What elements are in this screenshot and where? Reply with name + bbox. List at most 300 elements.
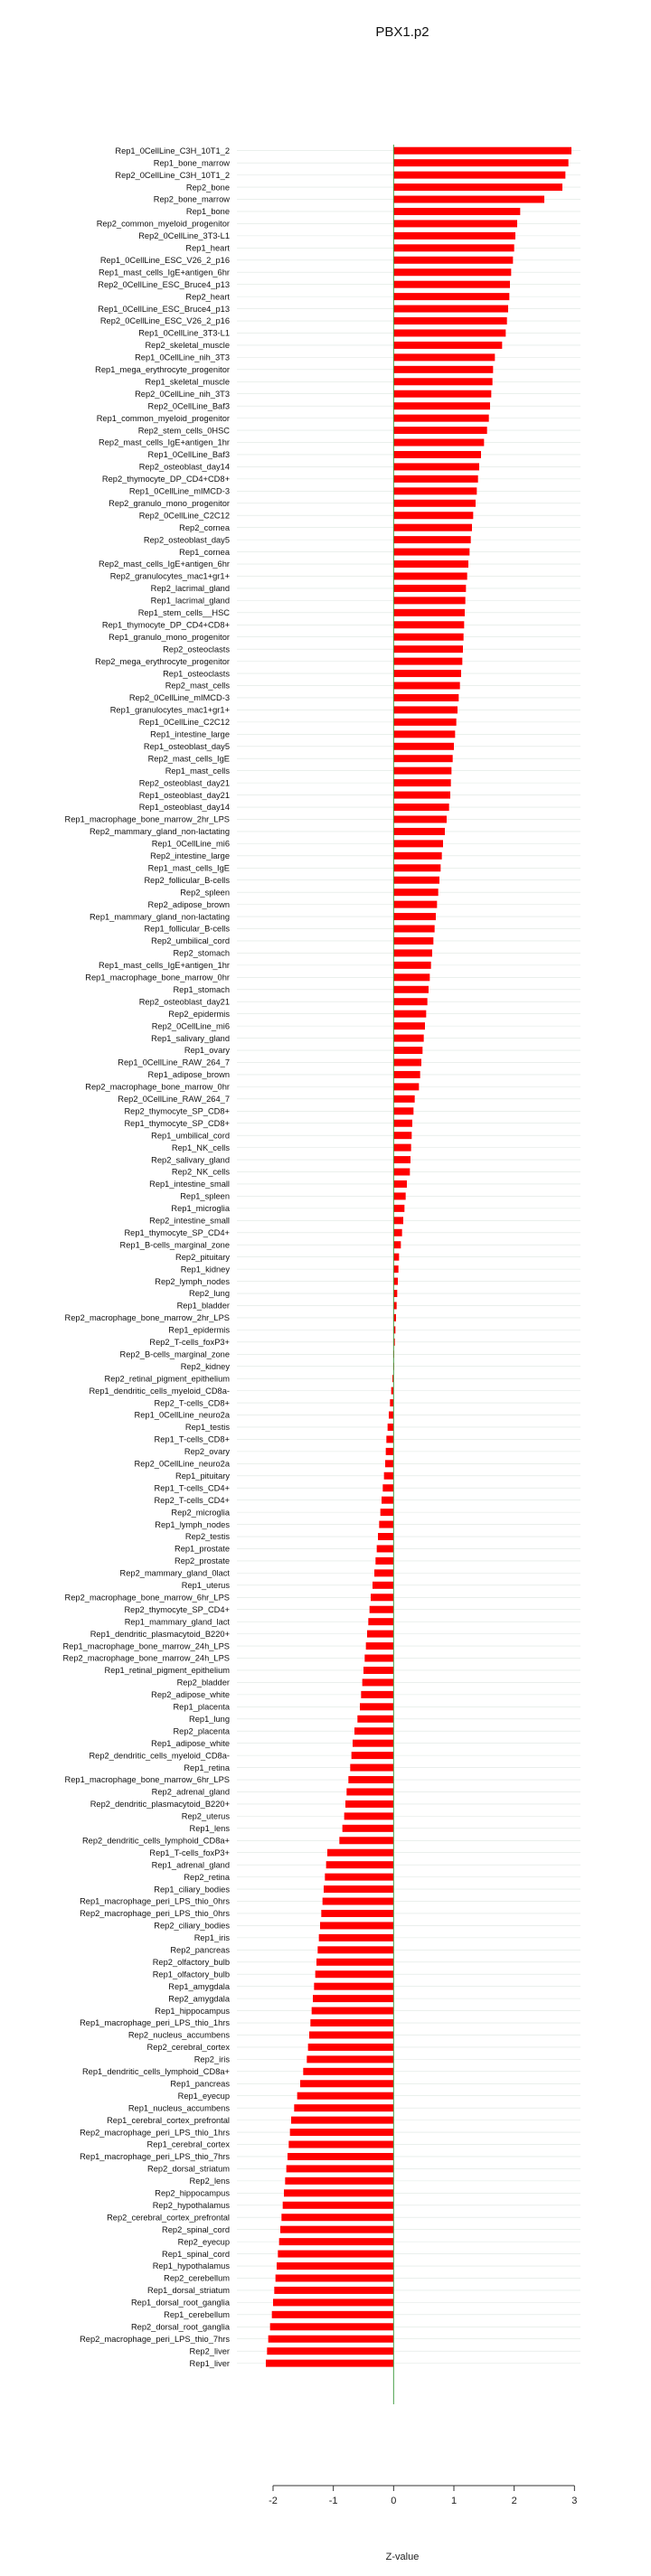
category-label: Rep1_macrophage_bone_marrow_6hr_LPS [64,1775,230,1785]
bar [288,2153,393,2160]
bar [360,1703,393,1710]
category-label: Rep2_lymph_nodes [155,1276,230,1286]
category-label: Rep2_NK_cells [171,1167,230,1177]
bar [393,183,562,191]
x-tick-label: 1 [450,2496,458,2506]
category-label: Rep1_dorsal_root_ganglia [130,2298,230,2308]
category-label: Rep2_adrenal_gland [151,1787,230,1797]
bar [393,306,508,313]
category-label: Rep2_spinal_cord [162,2224,230,2234]
category-label: Rep1_eyecup [177,2091,230,2101]
bar [393,1278,398,1285]
category-label: Rep2_osteoclasts [163,644,230,654]
bar [393,172,565,179]
bar [325,1874,393,1881]
bar [285,2177,393,2185]
bar [393,439,484,447]
bar [274,2287,393,2294]
bar [371,1594,393,1601]
category-label: Rep1_adrenal_gland [151,1860,230,1870]
category-label: Rep2_cornea [179,522,230,532]
bar [393,998,427,1005]
category-label: Rep2_B-cells_marginal_zone [119,1349,230,1359]
bar [307,2055,393,2063]
category-label: Rep2_0CellLine_C2C12 [138,511,230,521]
x-tick-label: 2 [511,2496,517,2506]
category-label: Rep1_macrophage_bone_marrow_24h_LPS [62,1641,230,1651]
bar [393,232,515,240]
category-label: Rep2_dendritic_cells_lymphoid_CD8a+ [81,1836,230,1846]
bar [382,1484,393,1491]
bar [393,1241,401,1248]
bar [317,1946,393,1953]
category-label: Rep2_nucleus_accumbens [127,2030,230,2040]
category-label: Rep1_osteoclasts [163,669,230,679]
bar [346,1788,393,1795]
bar [393,463,479,470]
bar [393,1120,412,1127]
category-label: Rep2_0CellLine_Baf3 [147,401,230,411]
category-label: Rep1_NK_cells [171,1142,230,1152]
x-tick-label: -1 [328,2496,338,2506]
bar [323,1898,394,1905]
bar [284,2189,393,2196]
category-label: Rep2_cerebellum [164,2273,230,2283]
bar [344,1812,394,1819]
category-label: Rep2_mammary_gland_non-lactating [89,827,230,837]
category-label: Rep2_0CellLine_mIMCD-3 [128,693,230,703]
x-tick-label: 0 [391,2496,397,2506]
category-label: Rep1_hypothalamus [152,2261,230,2271]
bar [297,2092,394,2100]
bar [393,415,488,422]
category-label: Rep1_0CellLine_ESC_Bruce4_p13 [98,304,230,314]
category-label: Rep1_osteoblast_day5 [143,741,230,751]
category-label: Rep2_dorsal_striatum [147,2164,230,2174]
category-label: Rep2_salivary_gland [151,1155,230,1165]
category-label: Rep1_kidney [180,1264,230,1274]
bar [386,1448,394,1455]
category-label: Rep1_osteoblast_day14 [138,803,230,813]
bar [381,1509,394,1516]
bar [393,1192,405,1199]
category-label: Rep2_osteoblast_day21 [138,997,230,1007]
bar [393,159,568,166]
category-label: Rep2_follicular_B-cells [144,875,230,885]
bar [287,2165,394,2172]
bar [343,1825,394,1832]
category-label: Rep1_macrophage_peri_LPS_thio_1hrs [80,2018,230,2028]
bar [393,353,495,361]
category-label: Rep2_thymocyte_SP_CD4+ [124,1604,230,1614]
bar [313,1995,393,2002]
bar [393,779,450,786]
bar [393,196,544,203]
category-label: Rep2_stem_cells_0HSC [137,426,230,436]
category-label: Rep2_pituitary [175,1252,230,1262]
category-label: Rep2_common_myeloid_progenitor [96,219,230,229]
category-label: Rep1_dendritic_plasmacytoid_B220+ [90,1629,230,1639]
bar [320,1922,393,1929]
category-label: Rep1_salivary_gland [151,1033,230,1043]
bar [267,2347,393,2355]
bar [288,2141,393,2148]
bar [363,1667,393,1674]
bar [393,268,511,276]
bar [393,378,492,385]
bar [291,2117,393,2124]
bar [303,2068,393,2075]
bar [393,877,439,884]
bar [279,2238,394,2245]
bar [393,1047,422,1054]
category-label: Rep1_retinal_pigment_epithelium [104,1666,230,1676]
category-label: Rep2_dorsal_root_ganglia [130,2322,230,2332]
bar [393,281,510,288]
bar [393,585,466,592]
bar [393,986,429,993]
bar [280,2226,393,2233]
bar [281,2214,393,2221]
bar [373,1582,393,1589]
bar [393,743,454,750]
category-label: Rep1_dendritic_cells_myeloid_CD8a- [89,1386,230,1396]
category-label: Rep2_prostate [175,1556,230,1566]
category-label: Rep1_bone_marrow [153,158,230,168]
category-label: Rep1_dorsal_striatum [147,2286,230,2296]
bar [393,1107,413,1114]
category-label: Rep1_skeletal_muscle [145,377,230,387]
category-label: Rep1_granulo_mono_progenitor [108,632,230,642]
bar [393,293,509,300]
category-label: Rep2_0CellLine_nih_3T3 [135,389,230,399]
bar [393,609,465,616]
category-label: Rep1_retina [184,1763,230,1772]
category-label: Rep1_thymocyte_DP_CD4+CD8+ [101,620,230,630]
category-label: Rep1_follicular_B-cells [144,924,230,934]
bar [393,804,448,811]
category-label: Rep2_macrophage_bone_marrow_2hr_LPS [64,1313,230,1323]
bar [361,1691,393,1698]
category-label: Rep1_osteoblast_day21 [138,790,230,800]
bar [273,2299,393,2306]
gridlines [237,151,580,2364]
category-label: Rep2_hypothalamus [152,2200,230,2210]
category-label: Rep1_ovary [184,1046,230,1056]
category-label: Rep1_pancreas [170,2079,230,2089]
bar [393,597,465,604]
bar [393,913,436,920]
category-label: Rep1_T-cells_foxP3+ [149,1847,230,1857]
category-label: Rep1_0CellLine_C3H_10T1_2 [115,146,230,155]
bar [393,147,571,155]
bar [393,1058,421,1066]
category-label: Rep2_epidermis [168,1009,230,1019]
category-label: Rep2_eyecup [177,2237,230,2247]
category-label: Rep1_liver [189,2358,230,2368]
bar [393,487,476,494]
bar [277,2262,393,2270]
bar [276,2274,394,2281]
category-label: Rep2_lacrimal_gland [150,584,230,594]
bar [339,1837,393,1844]
category-label: Rep2_cerebral_cortex [146,2043,230,2053]
category-label: Rep2_T-cells_CD4+ [154,1495,230,1505]
bar [269,2336,394,2343]
category-label: Rep1_mega_erythrocyte_progenitor [95,365,230,375]
category-label: Rep2_pancreas [170,1945,230,1955]
category-label: Rep1_cerebellum [164,2310,230,2320]
bar [290,2129,394,2136]
category-label: Rep1_epidermis [168,1325,230,1335]
category-label: Rep1_iris [193,1933,230,1943]
category-label: Rep2_intestine_large [150,851,230,861]
bar [393,572,467,579]
category-label: Rep1_macrophage_peri_LPS_thio_7hrs [80,2152,230,2162]
category-label: Rep1_heart [185,243,230,253]
x-axis-title: Z-value [385,2552,420,2562]
category-label: Rep2_mega_erythrocyte_progenitor [95,656,230,666]
bar [393,402,490,409]
bar [393,536,470,543]
bar [393,390,491,398]
bar [309,2031,393,2038]
category-label: Rep1_adipose_brown [147,1070,230,1080]
bar [393,560,468,568]
category-label: Rep2_stomach [173,948,230,958]
category-label: Rep2_osteoblast_day21 [138,778,230,788]
bar [393,901,437,908]
bar [393,317,506,324]
category-label: Rep1_macrophage_bone_marrow_2hr_LPS [64,814,230,824]
bar [393,524,472,531]
bar [324,1885,393,1893]
category-label: Rep2_dendritic_cells_myeloid_CD8a- [89,1751,230,1761]
category-label: Rep1_thymocyte_SP_CD8+ [124,1118,230,1128]
bar [357,1716,393,1723]
bar [393,500,476,507]
bar [382,1497,393,1504]
category-label: Rep1_lung [189,1714,230,1724]
category-label: Rep2_bone_marrow [153,194,230,204]
category-label: Rep1_0CellLine_mIMCD-3 [128,486,230,496]
x-tick-label: -2 [269,2496,278,2506]
bar [393,755,452,762]
category-label: Rep2_lens [189,2176,230,2186]
category-label: Rep1_mast_cells_IgE+antigen_1hr [99,961,230,971]
category-label: Rep2_macrophage_bone_marrow_24h_LPS [62,1653,230,1663]
bar [393,475,477,483]
category-label: Rep2_0CellLine_ESC_V26_2_p16 [99,316,230,326]
bar [393,694,458,701]
bar [308,2044,394,2051]
category-label: Rep1_intestine_large [150,729,230,739]
bar [319,1934,394,1941]
bar [393,329,505,336]
bar [378,1533,393,1540]
category-label: Rep2_mast_cells_IgE [147,754,230,764]
category-label: Rep1_0CellLine_mi6 [151,839,230,849]
category-label: Rep1_granulocytes_mac1+gr1+ [109,705,230,715]
bar [366,1642,394,1650]
bar [321,1910,393,1917]
category-label: Rep1_stomach [173,984,230,994]
bar [374,1569,393,1576]
category-label: Rep1_mammary_gland_non-lactating [89,912,230,922]
bar [377,1545,394,1552]
category-labels [62,146,230,2368]
category-label: Rep2_0CellLine_3T3-L1 [138,231,230,241]
bar [390,1399,393,1406]
bar [327,1849,393,1857]
category-label: Rep1_spleen [180,1191,230,1201]
bar [393,962,430,969]
bar [363,1678,394,1686]
category-label: Rep1_spinal_cord [162,2249,230,2259]
bar [353,1740,393,1747]
bar [393,1132,411,1139]
category-label: Rep1_uterus [181,1581,230,1591]
category-label: Rep1_T-cells_CD4+ [154,1483,230,1493]
bar [393,1180,407,1188]
category-label: Rep1_olfactory_bulb [152,1970,230,1979]
bar [393,1229,401,1236]
category-label: Rep2_0CellLine_mi6 [151,1021,230,1031]
bar [393,888,438,896]
category-label: Rep1_cerebral_cortex_prefrontal [107,2115,230,2125]
category-label: Rep1_B-cells_marginal_zone [119,1240,230,1250]
bar [393,937,433,945]
category-label: Rep2_liver [189,2346,230,2356]
category-label: Rep1_0CellLine_3T3-L1 [138,328,230,338]
bar [367,1631,393,1638]
category-label: Rep2_granulocytes_mac1+gr1+ [109,571,230,581]
bar [393,549,469,556]
category-label: Rep1_mast_cells [165,766,230,776]
bar [393,1156,410,1163]
category-label: Rep2_macrophage_bone_marrow_6hr_LPS [64,1593,230,1603]
category-label: Rep2_dendritic_plasmacytoid_B220+ [90,1800,230,1810]
category-label: Rep2_retinal_pigment_epithelium [104,1374,230,1384]
bar [393,1035,423,1042]
category-label: Rep2_adipose_brown [147,899,230,909]
category-label: Rep2_kidney [180,1361,230,1371]
category-label: Rep2_ovary [184,1447,230,1457]
category-label: Rep1_bone [185,207,230,217]
category-label: Rep1_amygdala [168,1981,230,1991]
category-label: Rep1_mammary_gland_lact [124,1617,230,1627]
bar [348,1776,393,1783]
bar [393,1169,410,1176]
category-label: Rep2_mast_cells_IgE+antigen_6hr [99,559,230,569]
category-label: Rep1_testis [184,1423,230,1433]
bar [368,1618,393,1625]
category-label: Rep1_0CellLine_nih_3T3 [135,353,230,362]
bar [283,2202,394,2209]
category-label: Rep2_hippocampus [155,2188,230,2198]
category-label: Rep1_thymocyte_SP_CD4+ [124,1227,230,1237]
category-label: Rep1_prostate [175,1544,230,1554]
bar [393,1095,414,1103]
bar [393,1011,426,1018]
category-label: Rep2_0CellLine_neuro2a [134,1459,230,1469]
category-label: Rep1_lens [189,1824,230,1834]
bar [393,645,463,653]
category-label: Rep1_macrophage_peri_LPS_thio_0hrs [80,1896,230,1906]
bar [393,208,520,215]
category-label: Rep1_dendritic_cells_lymphoid_CD8a+ [81,2067,230,2077]
category-label: Rep2_microglia [171,1508,230,1518]
bar [393,670,461,677]
chart-title: PBX1.p2 [375,24,429,40]
category-label: Rep1_0CellLine_RAW_264_7 [118,1058,230,1067]
category-label: Rep2_mammary_gland_0lact [119,1568,230,1578]
category-label: Rep2_osteoblast_day5 [143,535,230,545]
category-label: Rep1_cornea [179,547,230,557]
category-label: Rep2_testis [184,1532,230,1542]
category-label: Rep2_lung [189,1289,230,1299]
bar [270,2323,394,2330]
bar [393,926,434,933]
category-label: Rep2_bone [185,183,230,193]
category-label: Rep2_amygdala [168,1994,230,2004]
bar [393,220,517,227]
category-label: Rep1_T-cells_CD8+ [154,1434,230,1444]
bar [393,1083,419,1090]
category-label: Rep2_mast_cells_IgE+antigen_1hr [99,437,230,447]
bar [393,634,463,641]
category-label: Rep1_pituitary [175,1471,230,1481]
category-label: Rep1_0CellLine_ESC_V26_2_p16 [99,255,230,265]
bar [393,1290,397,1297]
bar [393,828,445,835]
x-axis [269,2486,577,2506]
bar [393,792,450,799]
bar [386,1435,393,1443]
bar [393,1217,403,1224]
category-label: Rep2_placenta [173,1726,230,1736]
bar [393,427,486,434]
bar [393,658,462,665]
bar [393,973,429,981]
bar [312,2007,394,2015]
bar [370,1606,394,1613]
bar [379,1521,393,1528]
bar [393,730,455,738]
category-label: Rep1_ciliary_bodies [154,1885,230,1894]
category-label: Rep2_olfactory_bulb [152,1957,230,1967]
bar [354,1727,393,1735]
bar [393,949,432,956]
category-label: Rep1_bladder [176,1301,230,1311]
category-label: Rep2_thymocyte_DP_CD4+CD8+ [101,475,230,484]
category-label: Rep1_0CellLine_neuro2a [134,1410,230,1420]
category-label: Rep2_thymocyte_SP_CD8+ [124,1106,230,1116]
bar [393,1254,399,1261]
category-label: Rep2_0CellLine_C3H_10T1_2 [115,170,230,180]
category-label: Rep2_osteoblast_day14 [138,462,230,472]
category-label: Rep1_macrophage_bone_marrow_0hr [85,973,230,982]
category-label: Rep2_macrophage_peri_LPS_thio_1hrs [80,2128,230,2138]
category-label: Rep2_macrophage_bone_marrow_0hr [85,1082,230,1092]
category-label: Rep1_hippocampus [155,2006,230,2016]
bar [375,1557,393,1565]
bar [393,767,451,775]
category-label: Rep2_T-cells_CD8+ [154,1398,230,1408]
bar [272,2311,394,2318]
category-label: Rep1_intestine_small [149,1180,230,1189]
bar [350,1764,393,1772]
